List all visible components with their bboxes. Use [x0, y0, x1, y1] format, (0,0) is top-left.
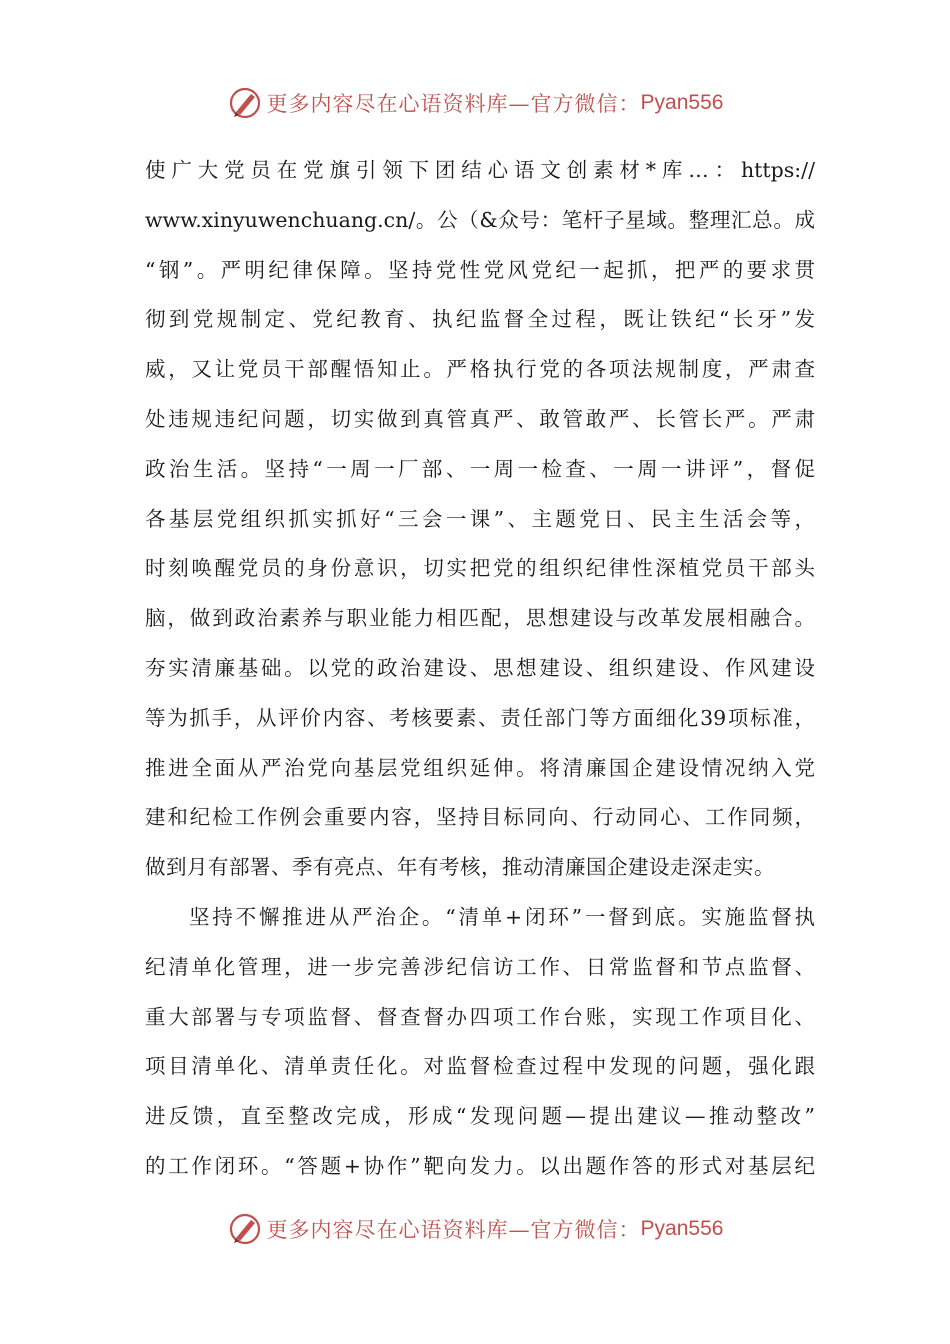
body-line: 威，又让党员干部醒悟知止。严格执行党的各项法规制度，严肃查 [145, 357, 815, 382]
body-line: 重大部署与专项监督、督查督办四项工作台账，实现工作项目化、 [145, 1004, 815, 1029]
body-line: 坚持不懈推进从严治企。“清单+闭环”一督到底。实施监督执 [189, 904, 815, 929]
body-line: 脑，做到政治素养与职业能力相匹配，思想建设与改革发展相融合。 [145, 606, 815, 631]
pen-logo-icon [227, 85, 263, 121]
body-line: 彻到党规制定、党纪教育、执纪监督全过程，既让铁纪“长牙”发 [145, 307, 815, 332]
body-line: 做到月有部署、季有亮点、年有考核，推动清廉国企建设走深走实。 [145, 855, 775, 880]
body-line: 建和纪检工作例会重要内容，坚持目标同向、行动同心、工作同频， [145, 805, 815, 830]
body-line: 处违规违纪问题，切实做到真管真严、敢管敢严、长管长严。严肃 [145, 406, 815, 431]
document-body [145, 146, 815, 1192]
body-line: www.xinyuwenchuang.cn/。公（&众号：笔杆子星域。整理汇总。成 [145, 207, 815, 232]
footer-banner-text: 更多内容尽在心语资料库—官方微信： [266, 1218, 641, 1242]
body-line: 进反馈，直至整改完成，形成“发现问题—提出建议—推动整改” [145, 1104, 815, 1129]
body-line: 时刻唤醒党员的身份意识，切实把党的组织纪律性深植党员干部头 [145, 556, 815, 581]
header-banner [0, 78, 950, 128]
body-line: 夯实清廉基础。以党的政治建设、思想建设、组织建设、作风建设 [145, 655, 815, 680]
body-line: 纪清单化管理，进一步完善涉纪信访工作、日常监督和节点监督、 [145, 954, 815, 979]
body-line: 的工作闭环。“答题+协作”靶向发力。以出题作答的形式对基层纪 [145, 1153, 815, 1178]
body-line: 项目清单化、清单责任化。对监督检查过程中发现的问题，强化跟 [145, 1054, 815, 1079]
footer-banner [0, 1204, 950, 1254]
footer-banner-id: Pyan556 [640, 1217, 724, 1240]
pen-logo-icon [227, 1211, 263, 1247]
body-line: 各基层党组织抓实抓好“三会一课”、主题党日、民主生活会等， [145, 506, 815, 531]
header-banner-id: Pyan556 [640, 91, 724, 114]
body-line: 等为抓手，从评价内容、考核要素、责任部门等方面细化39项标准， [145, 705, 815, 730]
body-line: 使广大党员在党旗引领下团结心语文创素材*库…：https:// [145, 158, 815, 182]
header-banner-text: 更多内容尽在心语资料库—官方微信： [266, 92, 641, 116]
body-line: 推进全面从严治党向基层党组织延伸。将清廉国企建设情况纳入党 [145, 755, 815, 780]
body-line: 政治生活。坚持“一周一厂部、一周一检查、一周一讲评”，督促 [145, 456, 815, 481]
body-line: “钢”。严明纪律保障。坚持党性党风党纪一起抓，把严的要求贯 [145, 257, 815, 282]
